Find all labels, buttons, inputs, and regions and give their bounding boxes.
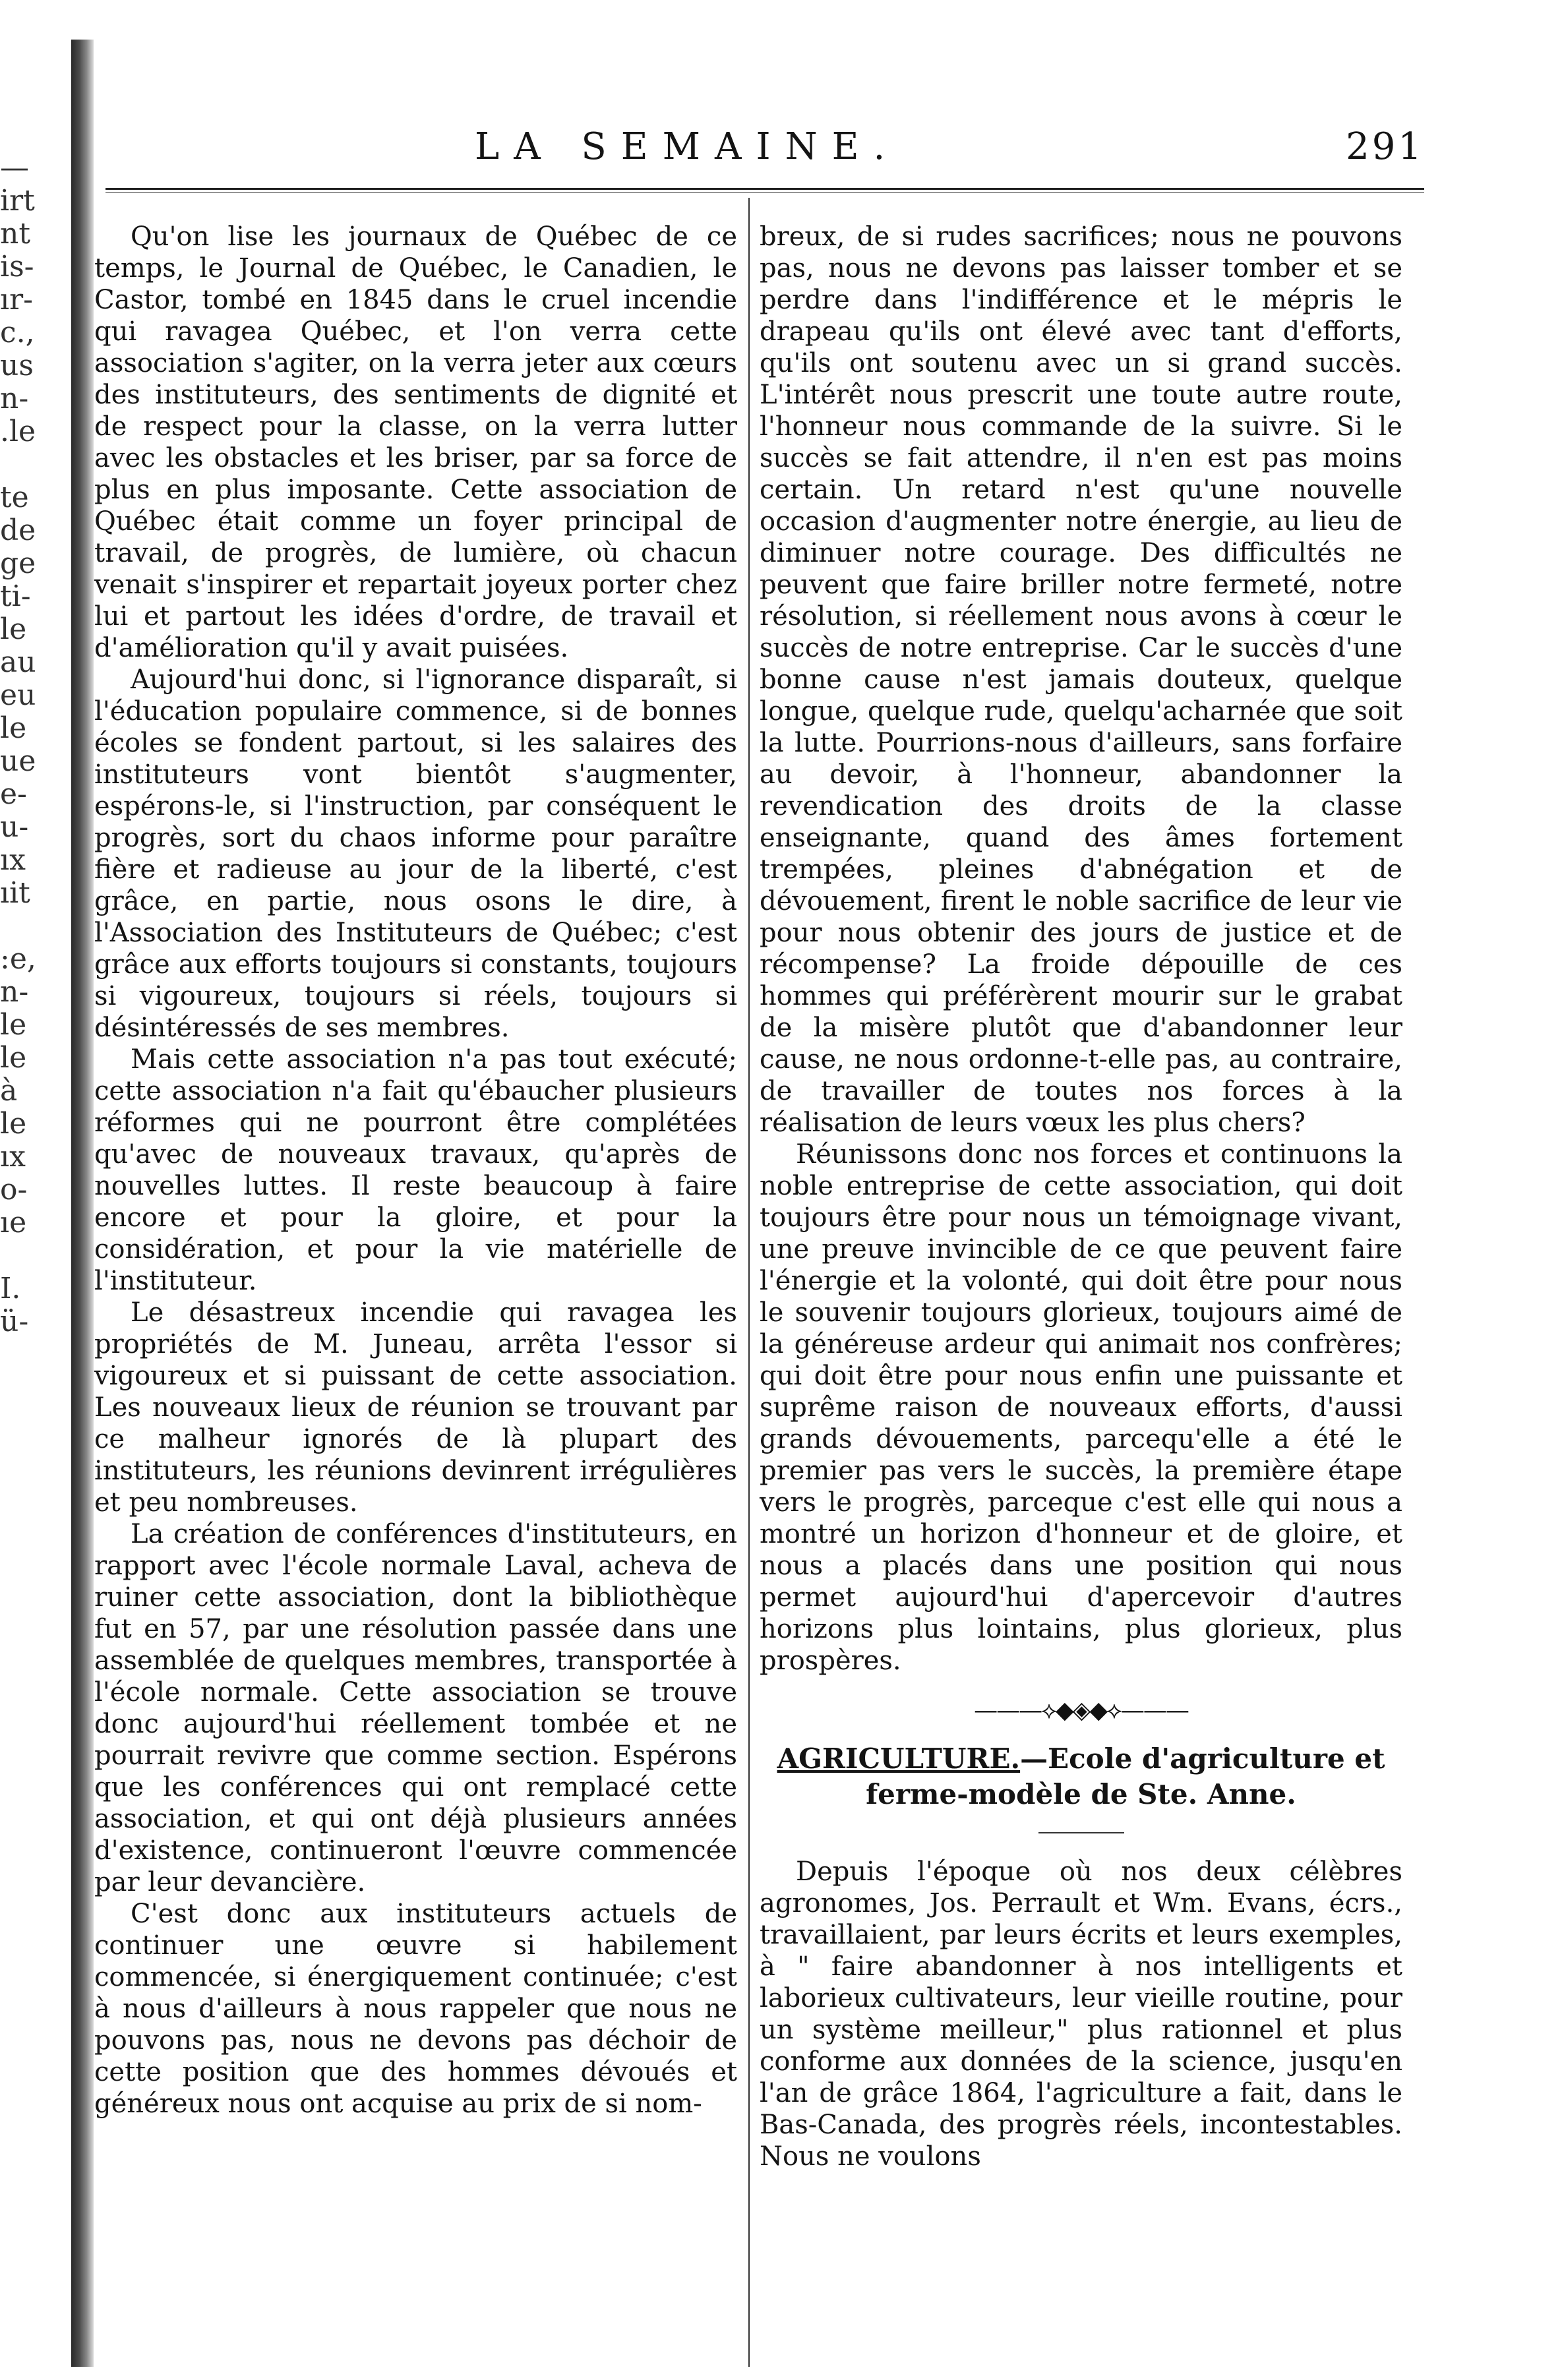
paragraph: breux, de si rudes sacrifices; nous ne pouvons pas, nous ne devons pas laisser tomber et se perdre dans l'indifférence et le mépris le drapeau qu'ils ont élevé avec tant d'efforts, qu'ils ont soutenu avec un si grand succès. L'intérêt nous prescrit une toute autre route, l'honneur nous commande de la suivre. Si le succès se fait attendre, il n'en est pas moins certain. Un retard n'est qu'une nouvelle occasion d'augmenter notre énergie, au lieu de diminuer notre courage. Des difficultés ne peuvent que faire briller notre fermeté, notre résolution, si réellement nous avons à cœur le succès de notre entreprise. Car le succès d'une bonne cause n'est jamais douteux, quelque longue, quelque rude, quelqu'acharnée que soit la lutte. Pourrions-nous d'ailleurs, sans forfaire au devoir, à l'honneur, abandonner la revendication des droits de la classe enseignante, quand des âmes fortement trempées, pleines d'abnégation et de dévouement, firent le noble sacrifice de leur vie pour nous obtenir des jours de justice et de récompense? La froide dépouille de ces hommes qui préférèrent mourir sur le grabat de la misère plutôt que d'abandonner leur cause, ne nous ordonne-t-elle pas, au contraire, de travailler de toutes nos forces à la réalisation de leurs vœux les plus chers? bbox=[760, 222, 1402, 1138]
margin-fragment: c., bbox=[0, 316, 35, 349]
running-title: LA SEMAINE. bbox=[475, 125, 900, 168]
margin-fragment: le bbox=[0, 711, 27, 745]
section-ornament: ———⟡◆◈◆⟡——— bbox=[974, 1697, 1188, 1724]
margin-fragment: au bbox=[0, 645, 36, 679]
margin-fragment: le bbox=[0, 612, 27, 646]
margin-fragment: ıx bbox=[0, 843, 26, 877]
paragraph: C'est donc aux instituteurs actuels de continuer une œuvre si habilement commencée, si énergiquement continuée; c'est à nous d'ailleurs à nous rappeler que nous ne pouvons pas, nous ne devons pas déchoir de cette position que des hommes dévoués et généreux nous ont acquise au prix de si nom- bbox=[94, 1899, 737, 2119]
binding-shadow bbox=[71, 40, 94, 2367]
margin-fragment: ıx bbox=[0, 1140, 26, 1174]
column-divider bbox=[748, 198, 750, 2367]
margin-fragment: le bbox=[0, 1041, 27, 1075]
section-heading-line2: ferme-modèle de Ste. Anne. bbox=[866, 1778, 1296, 1810]
margin-fragment: u- bbox=[0, 810, 29, 844]
margin-fragment: irt bbox=[0, 184, 35, 218]
margin-fragment: nt bbox=[0, 217, 31, 251]
paragraph: Qu'on lise les journaux de Québec de ce temps, le Journal de Québec, le Canadien, le Castor, tombé en 1845 dans le cruel incendie qui ravagea Québec, et l'on verra cette association s'agiter, on la verra jeter aux cœurs des instituteurs, des sentiments de dignité et de respect pour la classe, on la verra lutter avec les obstacles et les briser, par sa force de plus en plus imposante. Cette association de Québec était comme un foyer principal de travail, de progrès, de lumière, où chacun venait s'inspirer et repartait joyeux porter chez lui et partout les idées d'ordre, de travail et d'amélioration qu'il y avait puisées. bbox=[94, 222, 737, 663]
margin-fragment: ır- bbox=[0, 283, 33, 316]
page-header bbox=[105, 119, 1424, 185]
margin-fragment bbox=[0, 448, 63, 481]
left-column bbox=[94, 221, 737, 2120]
margin-fragment: .le bbox=[0, 415, 36, 448]
margin-fragment: :e, bbox=[0, 942, 36, 976]
margin-fragment: le bbox=[0, 1008, 27, 1042]
margin-fragment: — bbox=[0, 151, 29, 185]
margin-fragment: o- bbox=[0, 1173, 28, 1206]
margin-fragment: e- bbox=[0, 777, 27, 811]
right-column bbox=[760, 221, 1402, 2172]
section-heading bbox=[760, 1741, 1402, 1812]
page-number: 291 bbox=[1346, 125, 1424, 168]
margin-fragment: n- bbox=[0, 382, 29, 415]
paragraph: Réunissons donc nos forces et continuons la noble entreprise de cette association, qui doit toujours être pour nous un témoignage vivant, une preuve invincible de ce que peuvent faire l'énergie et la volonté, qui doit être pour nous le souvenir toujours glorieux, toujours aimé de la généreuse ardeur qui animait nos confrères; qui doit être pour nous enfin une puissante et suprême raison de nouveaux efforts, d'aussi grands dévouements, parcequ'elle a été le premier pas vers le succès, la première étape vers le progrès, parceque c'est elle qui nous a montré un horizon d'honneur et de gloire, et nous a placés dans une position qui nous permet aujourd'hui d'apercevoir d'autres horizons plus lointains, plus glorieux, plus prospères. bbox=[760, 1139, 1402, 1676]
header-rule bbox=[105, 188, 1424, 193]
section-heading-line1: —Ecole d'agriculture et bbox=[1020, 1742, 1385, 1775]
section-heading-caps: AGRICULTURE. bbox=[777, 1742, 1021, 1775]
paragraph: Mais cette association n'a pas tout exécuté; cette association n'a fait qu'ébaucher plusieurs réformes qui ne pourront être complétées qu'avec de nouveaux travaux, qu'après de nouvelles luttes. Il reste beaucoup à faire encore et pour la gloire, et pour la considération, et pour la vie matérielle de l'instituteur. bbox=[94, 1044, 737, 1296]
margin-fragment: n- bbox=[0, 975, 29, 1009]
margin-fragment: ge bbox=[0, 547, 36, 580]
margin-fragment: le bbox=[0, 1107, 27, 1141]
margin-fragment: ıit bbox=[0, 876, 30, 910]
margin-fragment: te bbox=[0, 481, 29, 514]
margin-fragment: ü- bbox=[0, 1305, 29, 1338]
paragraph: Aujourd'hui donc, si l'ignorance disparaît, si l'éducation populaire commence, si de bonnes écoles se fondent partout, si les salaires des instituteurs vont bientôt s'augmenter, espérons-le, si l'instruction, par conséquent le progrès, sort du chaos informe pour paraître fière et radieuse au jour de la liberté, c'est grâce, en partie, nous osons le dire, à l'Association des Instituteurs de Québec; c'est grâce aux efforts toujours si constants, toujours si vigoureux, toujours si réels, toujours si désintéressés de ses membres. bbox=[94, 665, 737, 1043]
paragraph: La création de conférences d'instituteurs, en rapport avec l'école normale Laval, acheva de ruiner cette association, dont la bibliothèque fut en 57, par une résolution passée dans une assemblée de quelques membres, transportée à l'école normale. Cette association se trouve donc aujourd'hui réellement tombée et ne pourrait revivre que comme section. Espérons que les conférences qui ont remplacé cette association, et qui ont déjà plusieurs années d'existence, continueront l'œuvre commencée par leur devancière. bbox=[94, 1519, 737, 1897]
margin-fragment: ti- bbox=[0, 580, 31, 613]
margin-fragment: eu bbox=[0, 678, 36, 712]
margin-fragment bbox=[0, 910, 63, 943]
margin-fragment: ıe bbox=[0, 1206, 27, 1239]
margin-fragment: is- bbox=[0, 250, 34, 283]
paragraph: Le désastreux incendie qui ravagea les propriétés de M. Juneau, arrêta l'essor si vigoureux et si puissant de cette association. Les nouveaux lieux de réunion se trouvant par ce malheur ignorés de là plupart des instituteurs, les réunions devinrent irrégulières et peu nombreuses. bbox=[94, 1297, 737, 1518]
margin-fragment: ue bbox=[0, 744, 36, 778]
margin-fragment bbox=[0, 1239, 63, 1272]
margin-fragment: de bbox=[0, 514, 36, 547]
section-rule bbox=[1038, 1832, 1124, 1833]
margin-fragment: I. bbox=[0, 1272, 21, 1305]
paragraph: Depuis l'époque où nos deux célèbres agronomes, Jos. Perrault et Wm. Evans, écrs., travaillaient, par leurs écrits et leurs exemples, à " faire abandonner à nos intelligents et laborieux cultivateurs, leur vieille routine, pour un système meilleur," plus rationnel et plus conforme aux données de la science, jusqu'en l'an de grâce 1864, l'agriculture a fait, dans le Bas-Canada, des progrès réels, incontestables. Nous ne voulons bbox=[760, 1857, 1402, 2172]
margin-fragment: us bbox=[0, 349, 34, 382]
left-margin-bleed bbox=[0, 152, 63, 1338]
margin-fragment: à bbox=[0, 1074, 18, 1108]
